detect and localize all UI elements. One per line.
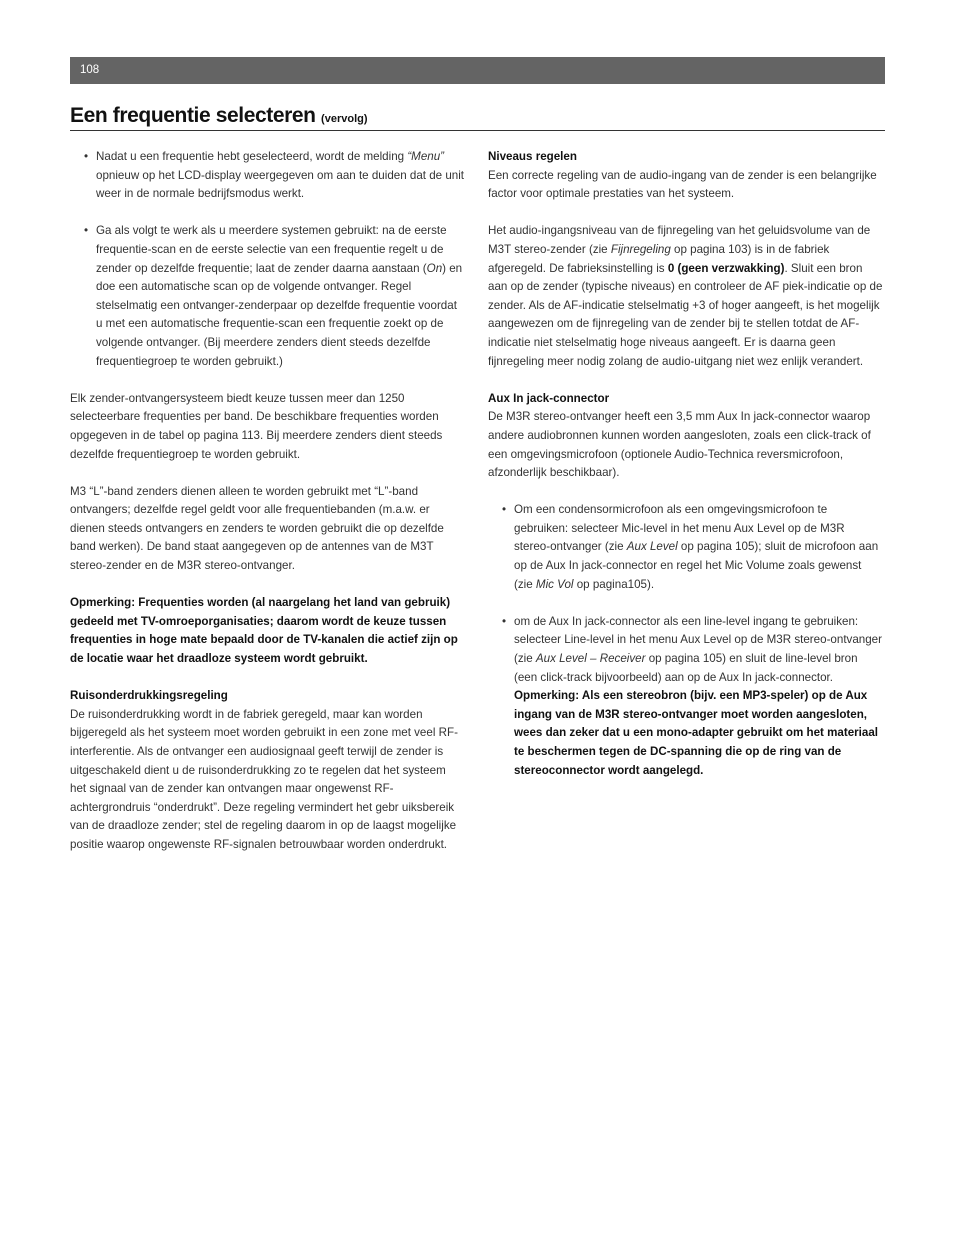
on-term: On	[426, 261, 443, 275]
page-number: 108	[80, 64, 100, 76]
text: Het audio-ingangsniveau van de fijnregeling van het geluidsvolume van de M3T stereo-zender (zie	[488, 224, 871, 256]
squelch-heading: Ruisonderdrukkingsregeling	[70, 689, 228, 703]
text: op pagina105).	[573, 577, 655, 591]
text: Nadat u een frequentie hebt geselecteerd, wordt de melding	[96, 150, 408, 163]
bullet-menu-message	[70, 148, 465, 204]
note-stereo-source: Opmerking: Als een stereobron (bijv. een MP3-speler) op de Aux ingang van de M3R stereo-ontvanger moet worden aangesloten, wees dan zeker dat u een mono-adapter gebruikt om het materiaal te beschermen tegen de DC-spanning die op de ring van de stereoconnector wordt aangelegd.	[514, 689, 879, 777]
text: opnieuw op het LCD-display weergegeven om aan te duiden dat de unit weer in de normale bedrijfsmodus werkt.	[96, 168, 465, 201]
aux-level-receiver-term: Aux Level – Receiver	[535, 652, 646, 666]
note-tv-channels: Opmerking: Frequenties worden (al naargelang het land van gebruik) gedeeld met TV-omroeporganisaties; daarom wordt de keuze tussen frequenties in hoge mate bepaald door de TV-kanalen die actief zijn op de locatie waar het draadloze systeem wordt gebruikt.	[70, 596, 458, 666]
text: Om een condensormicrofoon als een omgevingsmicrofoon te gebruiken: selecteer Mic-level in het menu Aux Level op de M3R stereo-ontvanger (zie	[514, 503, 845, 554]
bullet-line-level	[488, 613, 883, 780]
bullet-multiple-systems	[70, 222, 465, 371]
section-squelch	[70, 687, 465, 854]
bullet-dot: •	[84, 150, 89, 163]
aux-heading: Aux In jack-connector	[488, 391, 610, 405]
text: ) en doe een automatische scan op de volgende ontvanger. Regel stelselmatig een ontvanger-zenderpaar op dezelfde frequentie voordat u met een automatische frequentie-scan een frequentie zoekt op de volgende ontvanger. (Bij meerdere zenders dient steeds dezelfde frequentiegroep te worden gebruikt.)	[96, 261, 463, 368]
text: op pagina 105); sluit de microfoon aan op de Aux In jack-connector en regel het Mic Volume zoals gewenst (zie	[514, 540, 879, 591]
section-aux-in	[488, 390, 883, 483]
paragraph-audio-input	[488, 222, 883, 371]
squelch-body: De ruisonderdrukking wordt in de fabriek geregeld, maar kan worden bijgeregeld als het systeem moet worden gebruikt in een zone met veel RF-interferentie. Als de ontvanger een audiosignaal geeft terwijl de zender is uitgeschakeld dient u de ruisonderdrukking zo te regelen dat het systeem het signaal van de zender kan ontvangen maar ongewenst RF-achtergrondruis “onderdrukt”. Deze regeling vermindert het gebr uiksbereik van de draadloze zender; stel de regeling daarom in op de laagst mogelijke positie waarop ongewenste RF-signalen betrouwbaar worden onderdrukt.	[70, 707, 458, 851]
aux-body: De M3R stereo-ontvanger heeft een 3,5 mm Aux In jack-connector waarop andere audiobronnen kunnen worden aangesloten, zoals een click-track of een omgevingsmicrofoon (optionele Audio-Technica reversmicrofoon, afzonderlijk beschikbaar).	[488, 410, 871, 480]
text: . Sluit een bron aan op de zender (typische niveaus) en controleer de AF piek-indicatie op de zender. Als de AF-indicatie stelselmatig +3 of hoger aangeeft, is het mogelijk aangewezen om de fijnregeling van de zender bij te stellen totdat de AF-indicatie niet stelselmatig hoge niveaus aangeeft. Er is daarna geen fijnregeling meer nodig zolang de audio-uitgang niet wez enlijk verandert.	[488, 261, 883, 368]
factory-setting: 0 (geen verzwakking)	[667, 261, 785, 275]
mic-vol-term: Mic Vol	[535, 577, 574, 591]
page-title-sub: (vervolg)	[321, 113, 368, 125]
levels-heading: Niveaus regelen	[488, 150, 577, 163]
paragraph-frequencies: Elk zender-ontvangersysteem biedt keuze tussen meer dan 1250 selecteerbare frequenties per band. De beschikbare frequenties worden opgegeven in de tabel op pagina 113. Bij meerdere zenders dient steeds dezelfde frequentiegroep te worden gebruikt.	[70, 391, 443, 461]
text: op pagina 103) is in de fabriek afgeregeld. De fabrieksinstelling is	[488, 242, 830, 275]
aux-level-term: Aux Level	[626, 540, 678, 554]
right-column	[488, 148, 883, 799]
bullet-dot: •	[84, 224, 89, 238]
fine-tune-term: Fijnregeling	[610, 242, 671, 256]
page-title-main: Een frequentie selecteren	[70, 104, 316, 127]
levels-body: Een correcte regeling van de audio-ingang van de zender is een belangrijke factor voor optimale prestaties van het systeem.	[488, 168, 877, 201]
bullet-dot: •	[502, 503, 507, 517]
text: op pagina 105) en sluit de line-level bron (een click-track bijvoorbeeld) aan op de Aux In jack-connector.	[514, 652, 858, 684]
page-title	[70, 102, 885, 131]
text: Ga als volgt te werk als u meerdere systemen gebruikt: na de eerste frequentie-scan en de eerste selectie van een frequentie regelt u de zender op dezelfde frequentie; laat de zender daarna aanstaan (	[96, 224, 447, 275]
left-column	[70, 148, 465, 873]
menu-term: “Menu”	[407, 150, 445, 163]
paragraph-bands: M3 “L”-band zenders dienen alleen te worden gebruikt met “L”-band ontvangers; dezelfde regel geldt voor alle frequentiebanden (m.a.w. er dienen steeds ontvangers en zenders te worden gebruikt die op dezelfde band werken). De band staat aangegeven op de antennes van de M3T stereo-zender en de M3R stereo-ontvanger.	[70, 484, 444, 573]
page-header-bar	[70, 57, 885, 84]
section-levels	[488, 148, 883, 204]
text: om de Aux In jack-connector als een line-level ingang te gebruiken: selecteer Line-level in het menu Aux Level op de M3R stereo-ontvanger (zie	[514, 614, 882, 666]
bullet-dot: •	[502, 614, 507, 628]
bullet-condenser-mic	[488, 501, 883, 594]
